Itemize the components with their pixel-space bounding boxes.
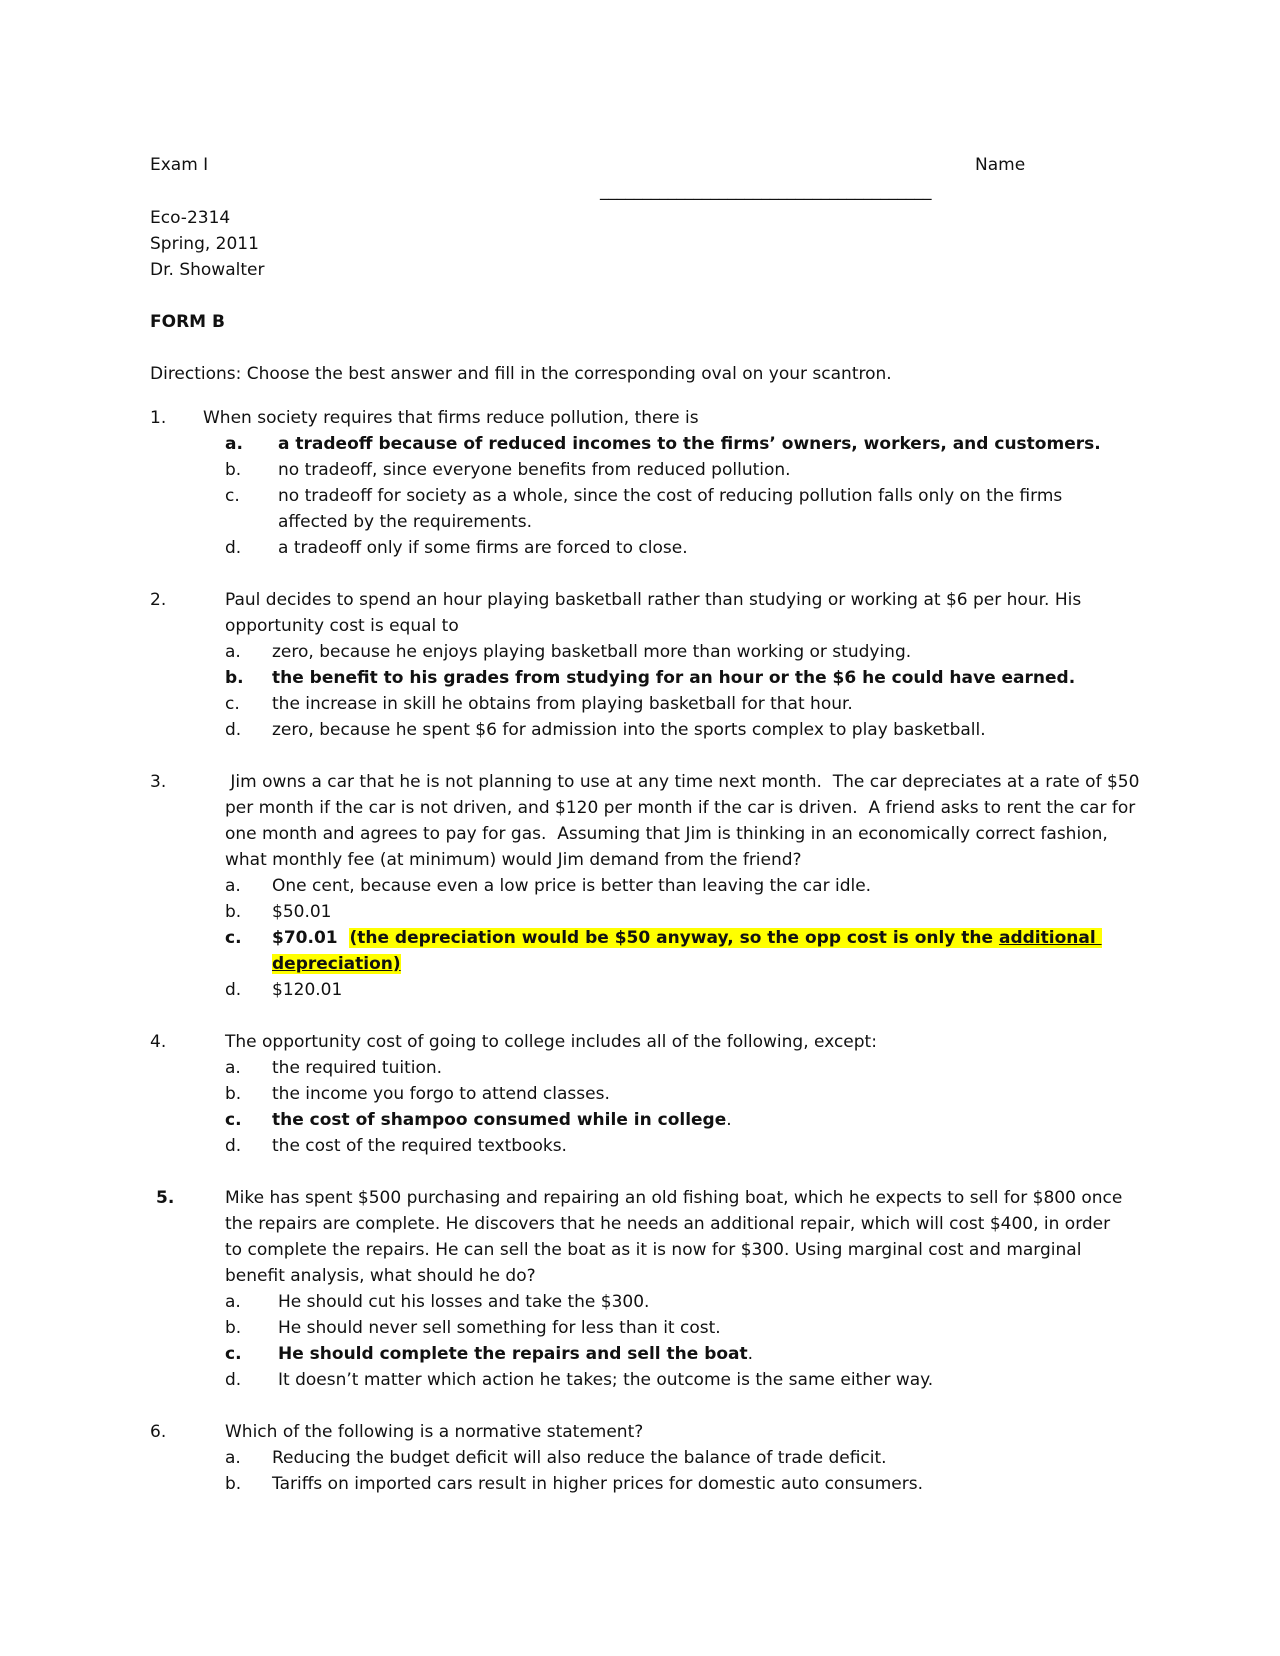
option-text-bold: the cost of shampoo consumed while in college bbox=[272, 1110, 727, 1130]
option-letter: d. bbox=[225, 1136, 242, 1156]
exam-title: Exam I bbox=[150, 155, 209, 175]
question-number: 5. bbox=[156, 1188, 175, 1208]
course-code: Eco-2314 bbox=[150, 208, 231, 228]
option-letter: d. bbox=[225, 980, 242, 1000]
option-text-bold: He should complete the repairs and sell the boat bbox=[278, 1344, 748, 1364]
option-letter: b. bbox=[225, 1318, 242, 1338]
question-stem: Jim owns a car that he is not planning to use at any time next month. The car depreciates at a rate of $50 bbox=[225, 772, 1140, 792]
option-text-correct bbox=[272, 1107, 732, 1133]
option-text: Reducing the budget deficit will also reduce the balance of trade deficit. bbox=[272, 1448, 887, 1468]
option-letter: d. bbox=[225, 720, 242, 740]
option-text: a tradeoff only if some firms are forced to close. bbox=[278, 538, 688, 558]
option-letter: a. bbox=[225, 1448, 241, 1468]
question-stem: Paul decides to spend an hour playing basketball rather than studying or working at $6 per hour. His bbox=[225, 590, 1082, 610]
question-stem: Mike has spent $500 purchasing and repairing an old fishing boat, which he expects to sell for $800 once bbox=[225, 1188, 1123, 1208]
instructor: Dr. Showalter bbox=[150, 260, 265, 280]
option-letter: d. bbox=[225, 1370, 242, 1390]
name-label: Name bbox=[975, 155, 1026, 175]
note-underlined-continued bbox=[272, 954, 401, 974]
question-stem: one month and agrees to pay for gas. Assuming that Jim is thinking in an economically correct fashion, bbox=[225, 824, 1108, 844]
option-text-tail: . bbox=[726, 1110, 732, 1130]
option-text: Tariffs on imported cars result in higher prices for domestic auto consumers. bbox=[272, 1474, 924, 1494]
highlighted-note bbox=[349, 928, 1101, 948]
answer-value: $70.01 bbox=[272, 928, 338, 948]
option-letter: c. bbox=[225, 1110, 242, 1130]
option-text: zero, because he spent $6 for admission into the sports complex to play basketball. bbox=[272, 720, 986, 740]
option-text: It doesn’t matter which action he takes; the outcome is the same either way. bbox=[278, 1370, 934, 1390]
question-number: 2. bbox=[150, 590, 167, 610]
question-stem: The opportunity cost of going to college includes all of the following, except: bbox=[225, 1032, 877, 1052]
option-letter: a. bbox=[225, 876, 241, 896]
form-label: FORM B bbox=[150, 312, 225, 332]
option-letter: b. bbox=[225, 902, 242, 922]
option-text: no tradeoff, since everyone benefits from reduced pollution. bbox=[278, 460, 791, 480]
question-stem: what monthly fee (at minimum) would Jim demand from the friend? bbox=[225, 850, 802, 870]
option-text: He should never sell something for less than it cost. bbox=[278, 1318, 721, 1338]
option-letter: c. bbox=[225, 694, 240, 714]
term: Spring, 2011 bbox=[150, 234, 259, 254]
question-stem: When society requires that firms reduce pollution, there is bbox=[203, 408, 699, 428]
question-number: 4. bbox=[150, 1032, 167, 1052]
name-blank: _______________________________________ bbox=[600, 181, 932, 201]
option-letter: c. bbox=[225, 1344, 242, 1364]
question-stem: opportunity cost is equal to bbox=[225, 616, 459, 636]
option-letter: a. bbox=[225, 1058, 241, 1078]
option-text: the required tuition. bbox=[272, 1058, 443, 1078]
option-letter: c. bbox=[225, 486, 240, 506]
option-text: the cost of the required textbooks. bbox=[272, 1136, 567, 1156]
option-letter: b. bbox=[225, 460, 242, 480]
option-text-correct bbox=[272, 925, 1102, 951]
question-number: 1. bbox=[150, 408, 167, 428]
option-text: zero, because he enjoys playing basketball more than working or studying. bbox=[272, 642, 912, 662]
option-text-correct: a tradeoff because of reduced incomes to the firms’ owners, workers, and customers. bbox=[278, 434, 1101, 454]
option-text-tail: . bbox=[747, 1344, 754, 1364]
option-text: no tradeoff for society as a whole, since the cost of reducing pollution falls only on the firms bbox=[278, 486, 1063, 506]
option-text: the income you forgo to attend classes. bbox=[272, 1084, 610, 1104]
option-letter: a. bbox=[225, 1292, 241, 1312]
option-text: He should cut his losses and take the $300. bbox=[278, 1292, 650, 1312]
option-letter: b. bbox=[225, 668, 244, 688]
option-letter: c. bbox=[225, 928, 242, 948]
note-text: (the depreciation would be $50 anyway, so the opp cost is only the bbox=[349, 928, 999, 948]
option-text-correct bbox=[278, 1341, 753, 1367]
question-stem: per month if the car is not driven, and $120 per month if the car is driven. A friend asks to rent the car for bbox=[225, 798, 1136, 818]
option-text: the increase in skill he obtains from playing basketball for that hour. bbox=[272, 694, 853, 714]
question-stem: to complete the repairs. He can sell the boat as it is now for $300. Using marginal cost and marginal bbox=[225, 1240, 1082, 1260]
note-underlined-word: depreciation) bbox=[272, 954, 401, 974]
question-stem: the repairs are complete. He discovers that he needs an additional repair, which will cost $400, in order bbox=[225, 1214, 1111, 1234]
question-number: 6. bbox=[150, 1422, 167, 1442]
option-letter: b. bbox=[225, 1084, 242, 1104]
question-stem: benefit analysis, what should he do? bbox=[225, 1266, 536, 1286]
option-letter: b. bbox=[225, 1474, 242, 1494]
directions: Directions: Choose the best answer and fill in the corresponding oval on your scantron. bbox=[150, 364, 892, 384]
option-letter: a. bbox=[225, 642, 241, 662]
highlighted-note-continued bbox=[272, 951, 401, 977]
question-stem: Which of the following is a normative statement? bbox=[225, 1422, 644, 1442]
option-letter: d. bbox=[225, 538, 242, 558]
question-number: 3. bbox=[150, 772, 167, 792]
option-text: One cent, because even a low price is better than leaving the car idle. bbox=[272, 876, 872, 896]
option-text-correct: the benefit to his grades from studying for an hour or the $6 he could have earned. bbox=[272, 668, 1076, 688]
option-text-continued: affected by the requirements. bbox=[278, 512, 532, 532]
option-text: $50.01 bbox=[272, 902, 332, 922]
option-text: $120.01 bbox=[272, 980, 343, 1000]
option-letter: a. bbox=[225, 434, 243, 454]
note-underlined: additional bbox=[998, 928, 1102, 948]
